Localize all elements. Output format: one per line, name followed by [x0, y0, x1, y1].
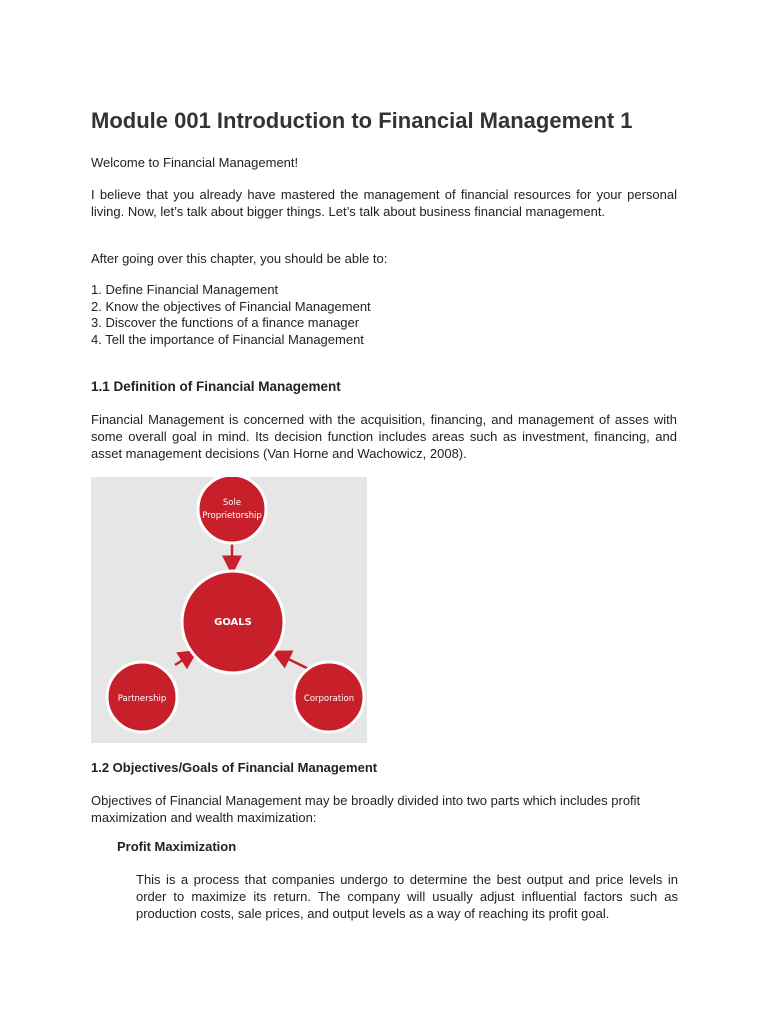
node-label-corporation: Corporation [303, 694, 355, 704]
goals-diagram [91, 477, 367, 743]
list-item: 4. Tell the importance of Financial Management [91, 331, 364, 347]
welcome-text: Welcome to Financial Management! [91, 155, 299, 170]
list-item: 2. Know the objectives of Financial Management [91, 298, 371, 314]
list-item: 1. Define Financial Management [91, 282, 279, 297]
node-sole-proprietorship [198, 477, 266, 543]
subheading-profit-maximization: Profit Maximization [117, 839, 237, 854]
objectives-list [91, 282, 371, 348]
goals-diagram-svg [91, 477, 367, 743]
definition-paragraph: Financial Management is concerned with the acquisition, financing, and management of asses with some overall goal in mind. Its decision function includes areas such as investment, financing, and asset management decisions (Van Horne and Wachowicz, 2008). [91, 412, 677, 461]
section-heading-objectives: 1.2 Objectives/Goals of Financial Management [91, 760, 378, 775]
intro-paragraph: I believe that you already have mastered the management of financial resources for your personal living. Now, let’s talk about bigger things. Let’s talk about business financial management. [91, 187, 677, 219]
node-label-proprietorship: Proprietorship [202, 511, 262, 521]
node-label-sole: Sole [222, 498, 242, 508]
section-heading-definition: 1.1 Definition of Financial Management [91, 379, 341, 394]
arrow-left-to-center [175, 654, 192, 665]
profit-paragraph: This is a process that companies undergo to determine the best output and price levels in order to maximize its return. The company will usually adjust influential factors such as production costs, sale prices, and output levels as a way of reaching its profit goal. [136, 872, 678, 921]
list-item: 3. Discover the functions of a finance manager [91, 315, 360, 330]
objectives-paragraph: Objectives of Financial Management may be broadly divided into two parts which includes profit maximization and wealth maximization: [91, 793, 641, 825]
page-title: Module 001 Introduction to Financial Management 1 [91, 108, 633, 133]
node-label-goals: GOALS [214, 617, 252, 628]
node-label-partnership: Partnership [117, 694, 167, 704]
objectives-intro: After going over this chapter, you should be able to: [91, 251, 388, 266]
